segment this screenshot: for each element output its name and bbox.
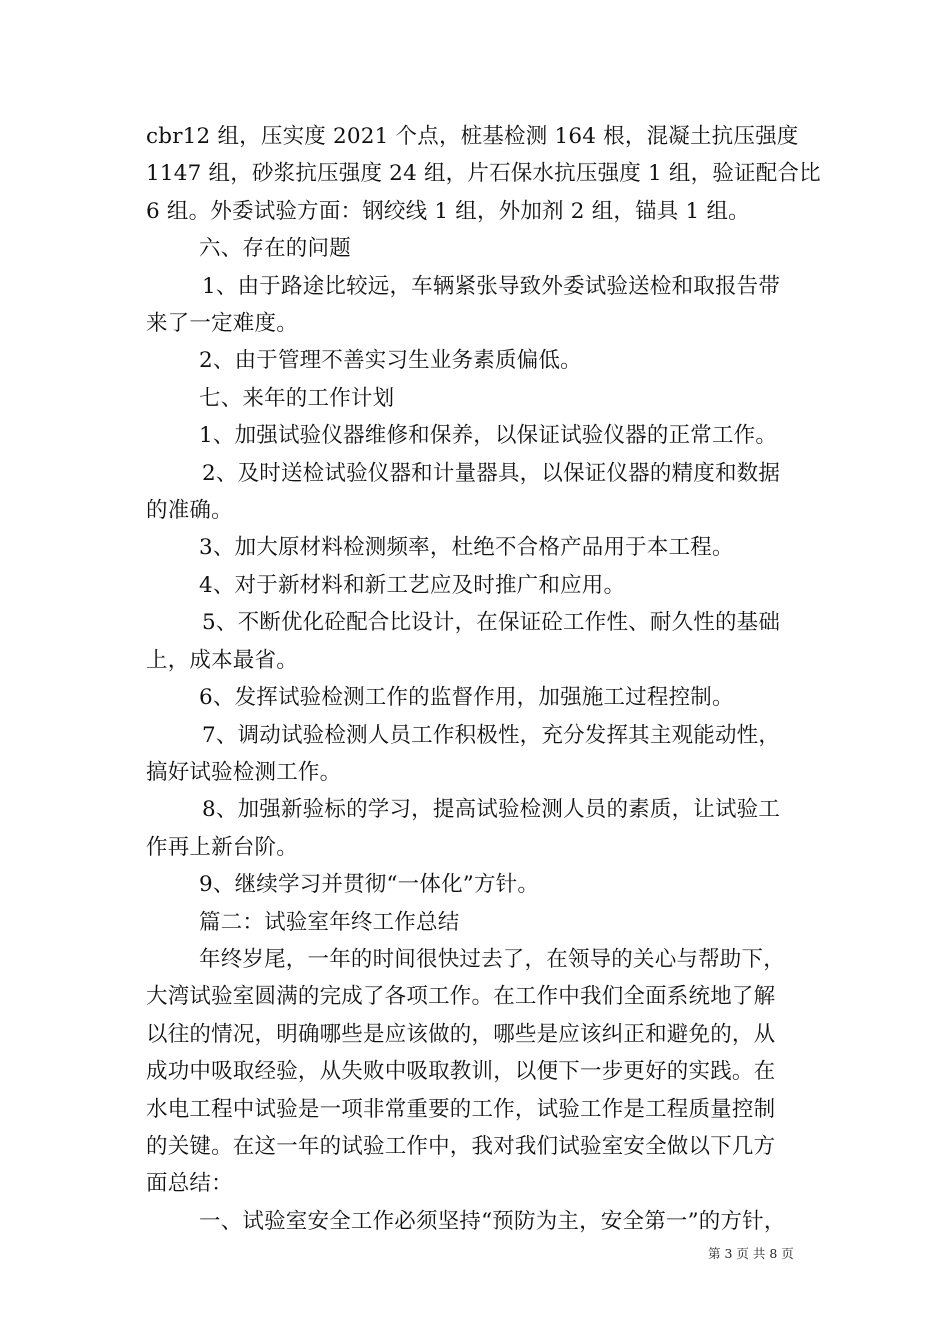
section-heading: 篇二：试验室年终工作总结 [199, 909, 460, 935]
paragraph-line: 年终岁尾，一年的时间很快过去了，在领导的关心与帮助下， [199, 946, 785, 972]
list-item: 5、不断优化砼配合比设计，在保证砼工作性、耐久性的基础 [202, 610, 781, 636]
paragraph-line: 成功中吸取经验，从失败中吸取教训，以便下一步更好的实践。在 [146, 1059, 776, 1085]
list-item: 4、对于新材料和新工艺应及时推广和应用。 [199, 572, 626, 598]
list-item: 2、由于管理不善实习生业务素质偏低。 [199, 348, 582, 374]
paragraph-line: 大湾试验室圆满的完成了各项工作。在工作中我们全面系统地了解 [146, 984, 776, 1010]
list-item: 2、及时送检试验仪器和计量器具，以保证仪器的精度和数据 [202, 460, 781, 486]
list-item: 1、由于路途比较远，车辆紧张导致外委试验送检和取报告带 [202, 273, 781, 299]
paragraph-line: 搞好试验检测工作。 [146, 759, 342, 785]
section-heading: 六、存在的问题 [199, 236, 351, 262]
paragraph-line: 一、试验室安全工作必须坚持“预防为主，安全第一”的方针， [199, 1208, 786, 1234]
paragraph-line: 的准确。 [146, 498, 233, 524]
paragraph-line: 面总结： [146, 1171, 233, 1197]
paragraph-line: 6 组。外委试验方面：钢绞线 1 组，外加剂 2 组，锚具 1 组。 [146, 198, 750, 224]
page-number: 第 3 页 共 8 页 [708, 1246, 794, 1261]
list-item: 9、继续学习并贯彻“一体化”方针。 [199, 872, 540, 898]
list-item: 7、调动试验检测人员工作积极性，充分发挥其主观能动性， [202, 722, 781, 748]
section-heading: 七、来年的工作计划 [199, 385, 395, 411]
paragraph-line: 的关键。在这一年的试验工作中，我对我们试验室安全做以下几方 [146, 1133, 776, 1159]
list-item: 1、加强试验仪器维修和保养，以保证试验仪器的正常工作。 [199, 423, 778, 449]
paragraph-line: 来了一定难度。 [146, 311, 298, 337]
list-item: 3、加大原材料检测频率，杜绝不合格产品用于本工程。 [199, 535, 734, 561]
paragraph-line: 作再上新台阶。 [146, 834, 298, 860]
document-body [146, 118, 821, 1240]
paragraph-line: 以往的情况，明确哪些是应该做的，哪些是应该纠正和避免的，从 [146, 1021, 776, 1047]
list-item: 8、加强新验标的学习，提高试验检测人员的素质，让试验工 [202, 797, 781, 823]
paragraph-line: 上，成本最省。 [146, 647, 298, 673]
paragraph-line: 1147 组，砂浆抗压强度 24 组，片石保水抗压强度 1 组，验证配合比 [146, 161, 821, 187]
paragraph-line: cbr12 组，压实度 2021 个点，桩基检测 164 根，混凝土抗压强度 [146, 124, 799, 149]
paragraph-line: 水电工程中试验是一项非常重要的工作，试验工作是工程质量控制 [146, 1096, 776, 1122]
list-item: 6、发挥试验检测工作的监督作用，加强施工过程控制。 [199, 685, 734, 711]
